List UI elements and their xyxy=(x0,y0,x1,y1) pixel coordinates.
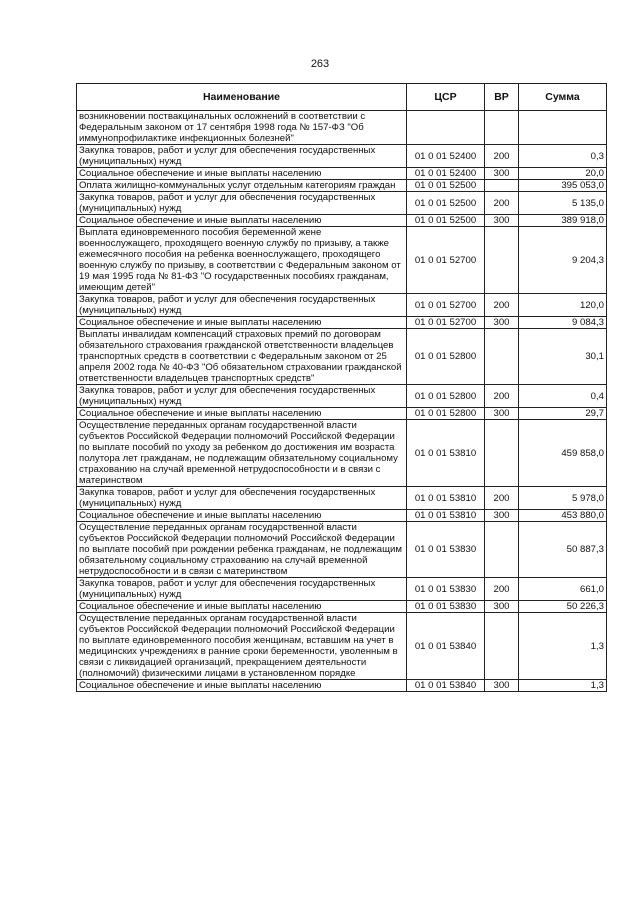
csr-cell: 01 0 01 53830 xyxy=(407,578,485,601)
name-cell: Выплата единовременного пособия беременной жене военнослужащего, проходящего военную службу по призыву, а также ежемесячного пособия на ребенка военнослужащего, проходящего военную службу по призыву, в соответствии с Федеральным законом от 19 мая 1995 года № 81-ФЗ "О государственных пособиях гражданам, имеющим детей" xyxy=(77,227,407,294)
vr-cell xyxy=(485,420,519,487)
sum-cell: 661,0 xyxy=(519,578,607,601)
csr-cell: 01 0 01 52700 xyxy=(407,227,485,294)
table-row xyxy=(77,180,607,192)
name-cell: Социальное обеспечение и иные выплаты населению xyxy=(77,510,407,522)
table-row xyxy=(77,601,607,613)
name-cell: Закупка товаров, работ и услуг для обеспечения государственных (муниципальных) нужд xyxy=(77,294,407,317)
table-row xyxy=(77,420,607,487)
sum-cell: 459 858,0 xyxy=(519,420,607,487)
csr-cell: 01 0 01 53810 xyxy=(407,420,485,487)
header-sum: Сумма xyxy=(519,84,607,111)
header-name: Наименование xyxy=(77,84,407,111)
name-cell: Социальное обеспечение и иные выплаты населению xyxy=(77,601,407,613)
vr-cell xyxy=(485,522,519,578)
header-csr: ЦСР xyxy=(407,84,485,111)
name-cell: Закупка товаров, работ и услуг для обеспечения государственных (муниципальных) нужд xyxy=(77,192,407,215)
table-row xyxy=(77,192,607,215)
name-cell: Закупка товаров, работ и услуг для обеспечения государственных (муниципальных) нужд xyxy=(77,487,407,510)
name-cell: Выплаты инвалидам компенсаций страховых премий по договорам обязательного страхования гражданской ответственности владельцев транспортных средств в соответствии с Федеральным законом от 25 апреля 2002 года № 40-ФЗ "Об обязательном страховании гражданской ответственности владельцев транспортных средств" xyxy=(77,329,407,385)
name-cell: Оплата жилищно-коммунальных услуг отдельным категориям граждан xyxy=(77,180,407,192)
table-row xyxy=(77,385,607,408)
sum-cell: 0,4 xyxy=(519,385,607,408)
name-cell: Социальное обеспечение и иные выплаты населению xyxy=(77,680,407,692)
csr-cell: 01 0 01 52500 xyxy=(407,215,485,227)
csr-cell: 01 0 01 52500 xyxy=(407,192,485,215)
vr-cell xyxy=(485,227,519,294)
csr-cell: 01 0 01 52800 xyxy=(407,385,485,408)
table-row xyxy=(77,680,607,692)
sum-cell: 50 226,3 xyxy=(519,601,607,613)
vr-cell: 200 xyxy=(485,385,519,408)
table-row xyxy=(77,215,607,227)
sum-cell: 5 135,0 xyxy=(519,192,607,215)
sum-cell: 395 053,0 xyxy=(519,180,607,192)
table-row xyxy=(77,487,607,510)
sum-cell: 9 084,3 xyxy=(519,317,607,329)
csr-cell: 01 0 01 52700 xyxy=(407,317,485,329)
csr-cell: 01 0 01 52700 xyxy=(407,294,485,317)
csr-cell: 01 0 01 53830 xyxy=(407,522,485,578)
vr-cell xyxy=(485,180,519,192)
csr-cell: 01 0 01 52400 xyxy=(407,168,485,180)
vr-cell: 200 xyxy=(485,192,519,215)
vr-cell xyxy=(485,111,519,145)
name-cell: Закупка товаров, работ и услуг для обеспечения государственных (муниципальных) нужд xyxy=(77,385,407,408)
csr-cell: 01 0 01 53840 xyxy=(407,680,485,692)
vr-cell: 200 xyxy=(485,578,519,601)
table-row xyxy=(77,227,607,294)
table-row xyxy=(77,111,607,145)
csr-cell: 01 0 01 53810 xyxy=(407,487,485,510)
name-cell: Социальное обеспечение и иные выплаты населению xyxy=(77,168,407,180)
budget-table xyxy=(76,83,607,692)
sum-cell: 30,1 xyxy=(519,329,607,385)
vr-cell: 300 xyxy=(485,317,519,329)
sum-cell: 20,0 xyxy=(519,168,607,180)
vr-cell: 300 xyxy=(485,601,519,613)
table-row xyxy=(77,613,607,680)
vr-cell: 200 xyxy=(485,487,519,510)
name-cell: Закупка товаров, работ и услуг для обеспечения государственных (муниципальных) нужд xyxy=(77,145,407,168)
sum-cell: 9 204,3 xyxy=(519,227,607,294)
table-row xyxy=(77,145,607,168)
vr-cell: 300 xyxy=(485,510,519,522)
sum-cell: 50 887,3 xyxy=(519,522,607,578)
vr-cell xyxy=(485,329,519,385)
table-row xyxy=(77,168,607,180)
vr-cell: 300 xyxy=(485,680,519,692)
sum-cell: 389 918,0 xyxy=(519,215,607,227)
csr-cell: 01 0 01 53810 xyxy=(407,510,485,522)
name-cell: Социальное обеспечение и иные выплаты населению xyxy=(77,408,407,420)
vr-cell: 300 xyxy=(485,168,519,180)
name-cell: Социальное обеспечение и иные выплаты населению xyxy=(77,317,407,329)
table-row xyxy=(77,317,607,329)
sum-cell: 0,3 xyxy=(519,145,607,168)
table-row xyxy=(77,578,607,601)
vr-cell: 300 xyxy=(485,408,519,420)
csr-cell: 01 0 01 53840 xyxy=(407,613,485,680)
vr-cell xyxy=(485,613,519,680)
csr-cell xyxy=(407,111,485,145)
sum-cell: 5 978,0 xyxy=(519,487,607,510)
header-vr: ВР xyxy=(485,84,519,111)
name-cell: возникновении поствакцинальных осложнений в соответствии с Федеральным законом от 17 сентября 1998 года № 157-ФЗ "Об иммунопрофилактике инфекционных болезней" xyxy=(77,111,407,145)
sum-cell: 1,3 xyxy=(519,680,607,692)
csr-cell: 01 0 01 52400 xyxy=(407,145,485,168)
table-row xyxy=(77,510,607,522)
name-cell: Осуществление переданных органам государственной власти субъектов Российской Федерации полномочий Российской Федерации по выплате единовременного пособия женщинам, вставшим на учет в медицинских учреждениях в ранние сроки беременности, уволенным в связи с ликвидацией организаций, прекращением деятельности (полномочий) физическими лицами в установленном порядке xyxy=(77,613,407,680)
table-row xyxy=(77,522,607,578)
name-cell: Осуществление переданных органам государственной власти субъектов Российской Федерации полномочий Российской Федерации по выплате пособий при рождении ребенка гражданам, не подлежащим обязательному социальному страхованию на случай временной нетрудоспособности и в связи с материнством xyxy=(77,522,407,578)
name-cell: Социальное обеспечение и иные выплаты населению xyxy=(77,215,407,227)
table-header-row xyxy=(77,84,607,111)
vr-cell: 200 xyxy=(485,145,519,168)
sum-cell xyxy=(519,111,607,145)
sum-cell: 453 880,0 xyxy=(519,510,607,522)
sum-cell: 1,3 xyxy=(519,613,607,680)
table-row xyxy=(77,294,607,317)
page-number: 263 xyxy=(310,58,330,70)
sum-cell: 29,7 xyxy=(519,408,607,420)
vr-cell: 300 xyxy=(485,215,519,227)
name-cell: Осуществление переданных органам государственной власти субъектов Российской Федерации полномочий Российской Федерации по выплате пособий по уходу за ребенком до достижения им возраста полутора лет гражданам, не подлежащим обязательному социальному страхованию на случай временной нетрудоспособности и в связи с материнством xyxy=(77,420,407,487)
table-row xyxy=(77,329,607,385)
csr-cell: 01 0 01 52800 xyxy=(407,408,485,420)
vr-cell: 200 xyxy=(485,294,519,317)
sum-cell: 120,0 xyxy=(519,294,607,317)
csr-cell: 01 0 01 52800 xyxy=(407,329,485,385)
table-row xyxy=(77,408,607,420)
csr-cell: 01 0 01 53830 xyxy=(407,601,485,613)
csr-cell: 01 0 01 52500 xyxy=(407,180,485,192)
name-cell: Закупка товаров, работ и услуг для обеспечения государственных (муниципальных) нужд xyxy=(77,578,407,601)
